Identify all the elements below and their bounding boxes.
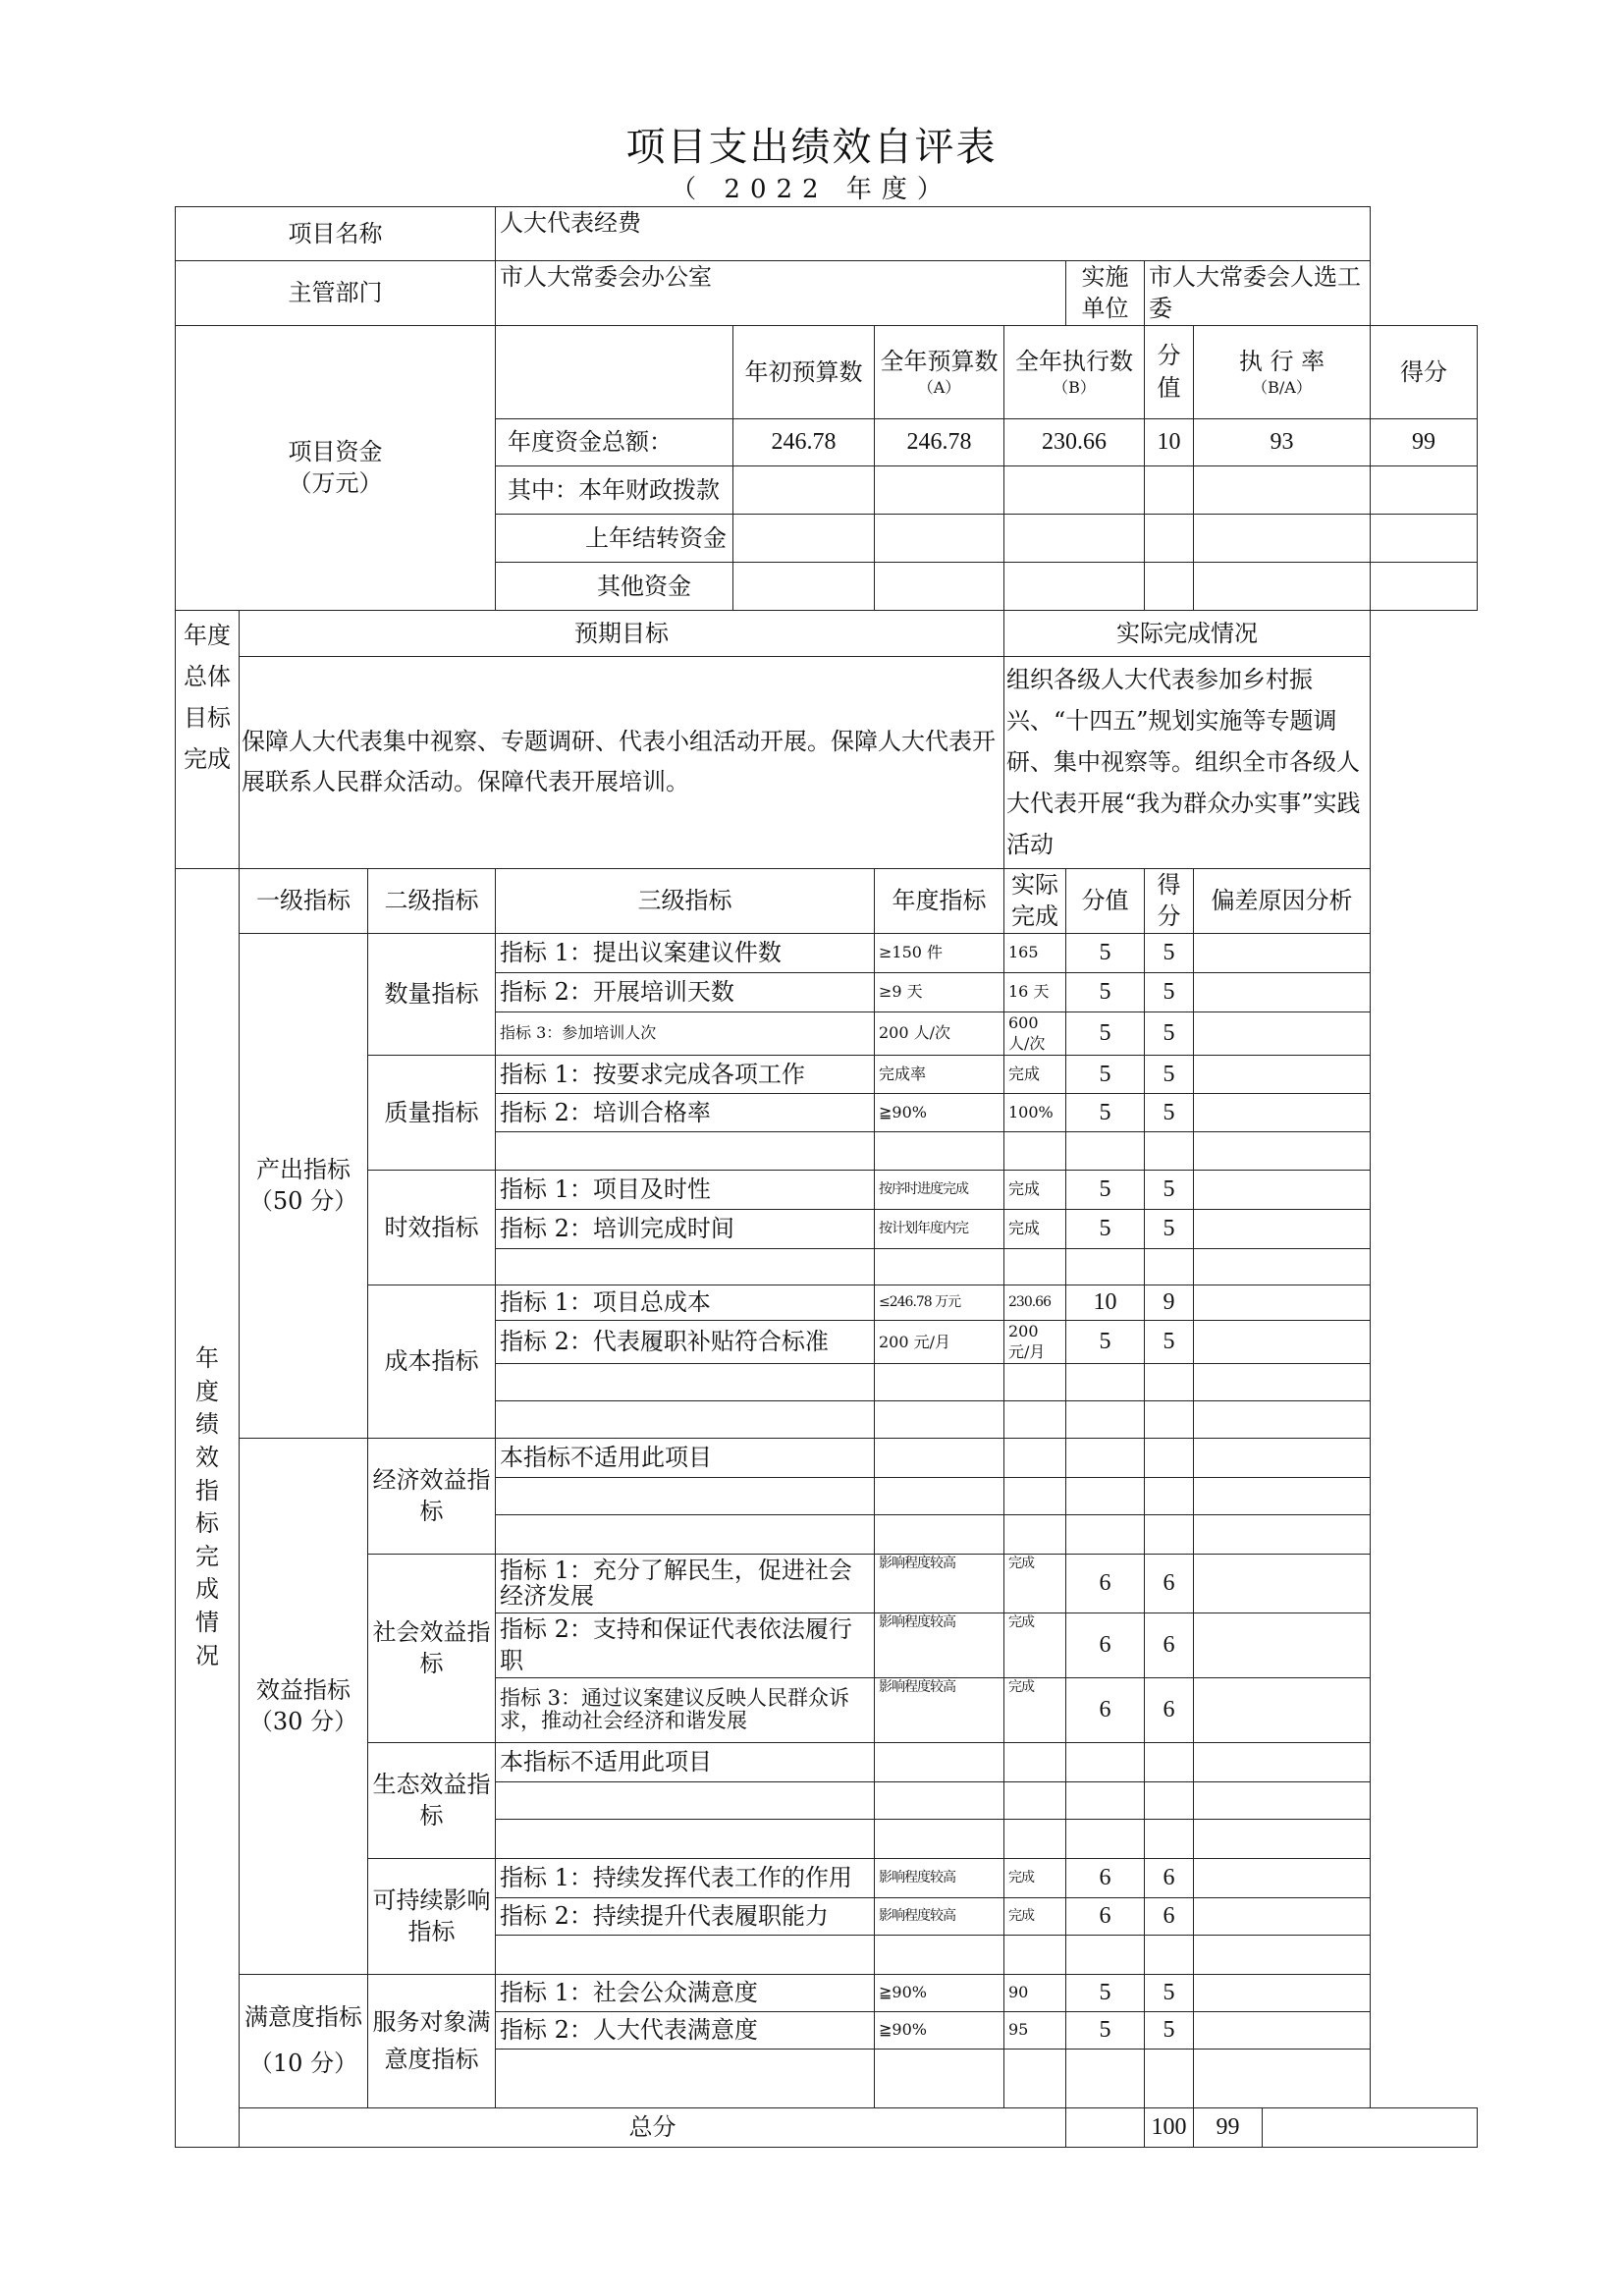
indicator-target: ≧90% (875, 1974, 1004, 2011)
social-label: 社会效益指标 (368, 1554, 496, 1742)
header-level2: 二级指标 (368, 868, 496, 933)
satisfaction-label: 满意度指标 (244, 2003, 362, 2032)
indicator-actual: 600 人/次 (1004, 1011, 1066, 1055)
funds-label-cell (176, 325, 496, 610)
indicator-name: 指标 2：培训完成时间 (496, 1209, 875, 1248)
indicator-value: 5 (1066, 1320, 1145, 1363)
indicator-target: ≤246.78 万元 (875, 1285, 1004, 1320)
indicator-score: 5 (1145, 1055, 1194, 1093)
indicator-score: 5 (1145, 1170, 1194, 1209)
header-level3: 三级指标 (496, 868, 875, 933)
indicator-row (176, 933, 1478, 972)
indicator-actual: 完成 (1004, 1613, 1066, 1677)
funds-header-exec (1004, 325, 1145, 418)
economic-label: 经济效益指标 (368, 1438, 496, 1554)
funds-row-label: 上年结转资金 (496, 514, 733, 562)
total-label: 总分 (240, 2107, 1066, 2147)
indicator-name: 指标 2：持续提升代表履职能力 (496, 1897, 875, 1935)
indicator-name: 指标 1：持续发挥代表工作的作用 (496, 1858, 875, 1897)
indicator-name: 指标 1：项目及时性 (496, 1170, 875, 1209)
indicator-target: ≧90% (875, 1093, 1004, 1131)
indicator-value: 5 (1066, 933, 1145, 972)
benefit-label: 效益指标 (256, 1675, 351, 1704)
indicator-score: 5 (1145, 1093, 1194, 1131)
indicator-target: 影响程度较高 (875, 1613, 1004, 1677)
total-score: 99 (1194, 2107, 1263, 2147)
quantity-label: 数量指标 (368, 933, 496, 1055)
header-deviation: 偏差原因分析 (1194, 868, 1371, 933)
indicator-value: 5 (1066, 1093, 1145, 1131)
indicator-value: 6 (1066, 1677, 1145, 1742)
funds-score-value: 10 (1145, 418, 1194, 465)
total-row (176, 2107, 1478, 2147)
output-points: （50 分） (248, 1187, 358, 1216)
indicator-score: 5 (1145, 2011, 1194, 2049)
indicator-score: 5 (1145, 1320, 1194, 1363)
dept-value: 市人大常委会办公室 (496, 261, 1066, 326)
indicator-target: ≥150 件 (875, 933, 1004, 972)
indicator-actual: 完成 (1004, 1209, 1066, 1248)
indicator-name: 指标 2：代表履职补贴符合标准 (496, 1320, 875, 1363)
indicator-score: 5 (1145, 933, 1194, 972)
indicator-value: 5 (1066, 1209, 1145, 1248)
funds-initial-value: 246.78 (733, 418, 875, 465)
indicator-target: 按序时进度完成 (875, 1170, 1004, 1209)
indicator-score: 6 (1145, 1897, 1194, 1935)
page-subtitle: （ 2022 年度） (671, 175, 952, 204)
funds-header-row (176, 325, 1478, 418)
impl-value: 市人大常委会人选工委 (1145, 261, 1371, 326)
goals-actual-header: 实际完成情况 (1004, 610, 1371, 656)
indicator-score: 5 (1145, 1209, 1194, 1248)
indicator-name: 指标 2：开展培训天数 (496, 972, 875, 1011)
funds-header-rate (1194, 325, 1371, 418)
funds-header-annual (875, 325, 1004, 418)
indicator-row (176, 1858, 1478, 1897)
indicator-name: 指标 1：按要求完成各项工作 (496, 1055, 875, 1093)
funds-header-annual-sub: （A） (917, 378, 961, 398)
indicator-value: 6 (1066, 1858, 1145, 1897)
indicator-actual: 165 (1004, 933, 1066, 972)
indicator-score: 6 (1145, 1677, 1194, 1742)
indicator-actual: 16 天 (1004, 972, 1066, 1011)
funds-row-label: 其他资金 (496, 562, 733, 610)
funds-header-rate-text: 执 行 率 (1238, 347, 1325, 375)
indicator-target: 影响程度较高 (875, 1554, 1004, 1613)
goals-expected-header: 预期目标 (240, 610, 1004, 656)
sustainable-label: 可持续影响指标 (368, 1858, 496, 1974)
indicator-name: 指标 2：支持和保证代表依法履行职 (496, 1613, 875, 1677)
indicator-target: 200 人/次 (875, 1011, 1004, 1055)
indicator-row (176, 1285, 1478, 1320)
indicator-row (176, 1438, 1478, 1477)
indicator-value: 6 (1066, 1897, 1145, 1935)
indicator-value: 6 (1066, 1554, 1145, 1613)
cost-label: 成本指标 (368, 1285, 496, 1438)
indicator-score: 9 (1145, 1285, 1194, 1320)
indicator-score: 6 (1145, 1613, 1194, 1677)
funds-exec-value: 230.66 (1004, 418, 1145, 465)
indicator-actual: 完成 (1004, 1897, 1066, 1935)
benefit-label-cell (240, 1438, 368, 1974)
funds-header-score-value: 分值 (1145, 325, 1194, 418)
indicator-actual: 90 (1004, 1974, 1066, 2011)
indicator-target: 影响程度较高 (875, 1858, 1004, 1897)
funds-header-blank (496, 325, 733, 418)
header-score: 得分 (1145, 868, 1194, 933)
indicator-score: 6 (1145, 1858, 1194, 1897)
funds-header-rate-sub: （B/A） (1252, 378, 1312, 398)
indicator-name: 指标 2：人大代表满意度 (496, 2011, 875, 2049)
indicator-row (176, 1554, 1478, 1613)
indicator-name: 指标 1：项目总成本 (496, 1285, 875, 1320)
funds-annual-value: 246.78 (875, 418, 1004, 465)
goals-actual-text: 组织各级人大代表参加乡村振兴、“十四五”规划实施等专题调研、集中视察等。组织全市各级人大代表开展“我为群众办实事”实践活动 (1004, 656, 1371, 868)
dept-label: 主管部门 (176, 261, 496, 326)
quality-label: 质量指标 (368, 1055, 496, 1170)
project-name-label: 项目名称 (176, 207, 496, 261)
goals-expected-text: 保障人大代表集中视察、专题调研、代表小组活动开展。保障人大代表开展联系人民群众活动。保障代表开展培训。 (240, 656, 1004, 868)
indicator-score: 5 (1145, 1011, 1194, 1055)
ecological-label: 生态效益指标 (368, 1742, 496, 1858)
indicator-score: 5 (1145, 1974, 1194, 2011)
funds-unit: （万元） (288, 469, 383, 498)
funds-rate-value: 93 (1194, 418, 1371, 465)
funds-header-annual-text: 全年预算数 (880, 347, 999, 375)
total-value: 100 (1145, 2107, 1194, 2147)
ecological-text: 本指标不适用此项目 (496, 1742, 875, 1781)
header-score-value: 分值 (1066, 868, 1145, 933)
satisfaction-points: （10 分） (248, 2050, 358, 2078)
indicator-actual: 完成 (1004, 1170, 1066, 1209)
satisfaction-label-cell (240, 1974, 368, 2107)
indicator-row (176, 1055, 1478, 1093)
indicator-name: 指标 1：充分了解民生，促进社会经济发展 (496, 1554, 875, 1613)
funds-header-initial: 年初预算数 (733, 325, 875, 418)
indicators-side-label: 年度绩效指标完成情况 (176, 868, 240, 2147)
indicator-actual: 完成 (1004, 1677, 1066, 1742)
indicator-row (176, 1974, 1478, 2011)
economic-text: 本指标不适用此项目 (496, 1438, 875, 1477)
indicator-target: 按计划年度内完 (875, 1209, 1004, 1248)
indicator-target: ≧90% (875, 2011, 1004, 2049)
indicator-target: 完成率 (875, 1055, 1004, 1093)
funds-row-label: 年度资金总额： (496, 418, 733, 465)
indicator-name: 指标 3：参加培训人次 (496, 1011, 875, 1055)
indicators-header-row (176, 868, 1478, 933)
project-name-row (176, 207, 1478, 261)
indicator-name: 指标 1：提出议案建议件数 (496, 933, 875, 972)
benefit-points: （30 分） (248, 1708, 358, 1736)
indicator-value: 5 (1066, 2011, 1145, 2049)
indicator-target: 影响程度较高 (875, 1677, 1004, 1742)
header-actual: 实际完成 (1004, 868, 1066, 933)
funds-score: 99 (1371, 418, 1478, 465)
goals-header-row (176, 610, 1478, 656)
project-name-value: 人大代表经费 (496, 207, 1371, 261)
impl-label: 实施单位 (1066, 261, 1145, 326)
indicator-value: 5 (1066, 1011, 1145, 1055)
page-title: 项目支出绩效自评表 (625, 125, 998, 170)
indicator-actual: 95 (1004, 2011, 1066, 2049)
indicator-name: 指标 2：培训合格率 (496, 1093, 875, 1131)
indicator-name: 指标 3：通过议案建议反映人民群众诉求，推动社会经济和谐发展 (496, 1677, 875, 1742)
funds-header-exec-text: 全年执行数 (1015, 347, 1133, 375)
output-label-cell (240, 933, 368, 1438)
indicator-value: 5 (1066, 1974, 1145, 2011)
timeliness-label: 时效指标 (368, 1170, 496, 1285)
funds-row-label: 其中：本年财政拨款 (496, 465, 733, 514)
header-target: 年度指标 (875, 868, 1004, 933)
indicator-row (176, 1170, 1478, 1209)
indicator-target: 影响程度较高 (875, 1897, 1004, 1935)
indicator-value: 10 (1066, 1285, 1145, 1320)
indicator-actual: 200 元/月 (1004, 1320, 1066, 1363)
output-label: 产出指标 (256, 1155, 351, 1183)
dept-row (176, 261, 1478, 326)
indicator-value: 5 (1066, 1055, 1145, 1093)
indicator-score: 5 (1145, 972, 1194, 1011)
indicator-row (176, 1742, 1478, 1781)
indicator-value: 5 (1066, 972, 1145, 1011)
indicator-actual: 完成 (1004, 1858, 1066, 1897)
service-label: 服务对象满意度指标 (368, 1974, 496, 2107)
goals-side-label: 年度总体目标完成 (176, 610, 240, 868)
header-level1: 一级指标 (240, 868, 368, 933)
indicator-value: 5 (1066, 1170, 1145, 1209)
indicator-name: 指标 1：社会公众满意度 (496, 1974, 875, 2011)
evaluation-table (175, 206, 1478, 2148)
indicator-target: ≥9 天 (875, 972, 1004, 1011)
funds-header-score: 得分 (1371, 325, 1478, 418)
indicator-actual: 完成 (1004, 1554, 1066, 1613)
goals-content-row (176, 656, 1478, 868)
funds-header-exec-sub: （B） (1053, 378, 1096, 398)
indicator-value: 6 (1066, 1613, 1145, 1677)
funds-label: 项目资金 (288, 437, 383, 465)
indicator-actual: 230.66 (1004, 1285, 1066, 1320)
indicator-actual: 100% (1004, 1093, 1066, 1131)
indicator-target: 200 元/月 (875, 1320, 1004, 1363)
indicator-actual: 完成 (1004, 1055, 1066, 1093)
indicator-score: 6 (1145, 1554, 1194, 1613)
